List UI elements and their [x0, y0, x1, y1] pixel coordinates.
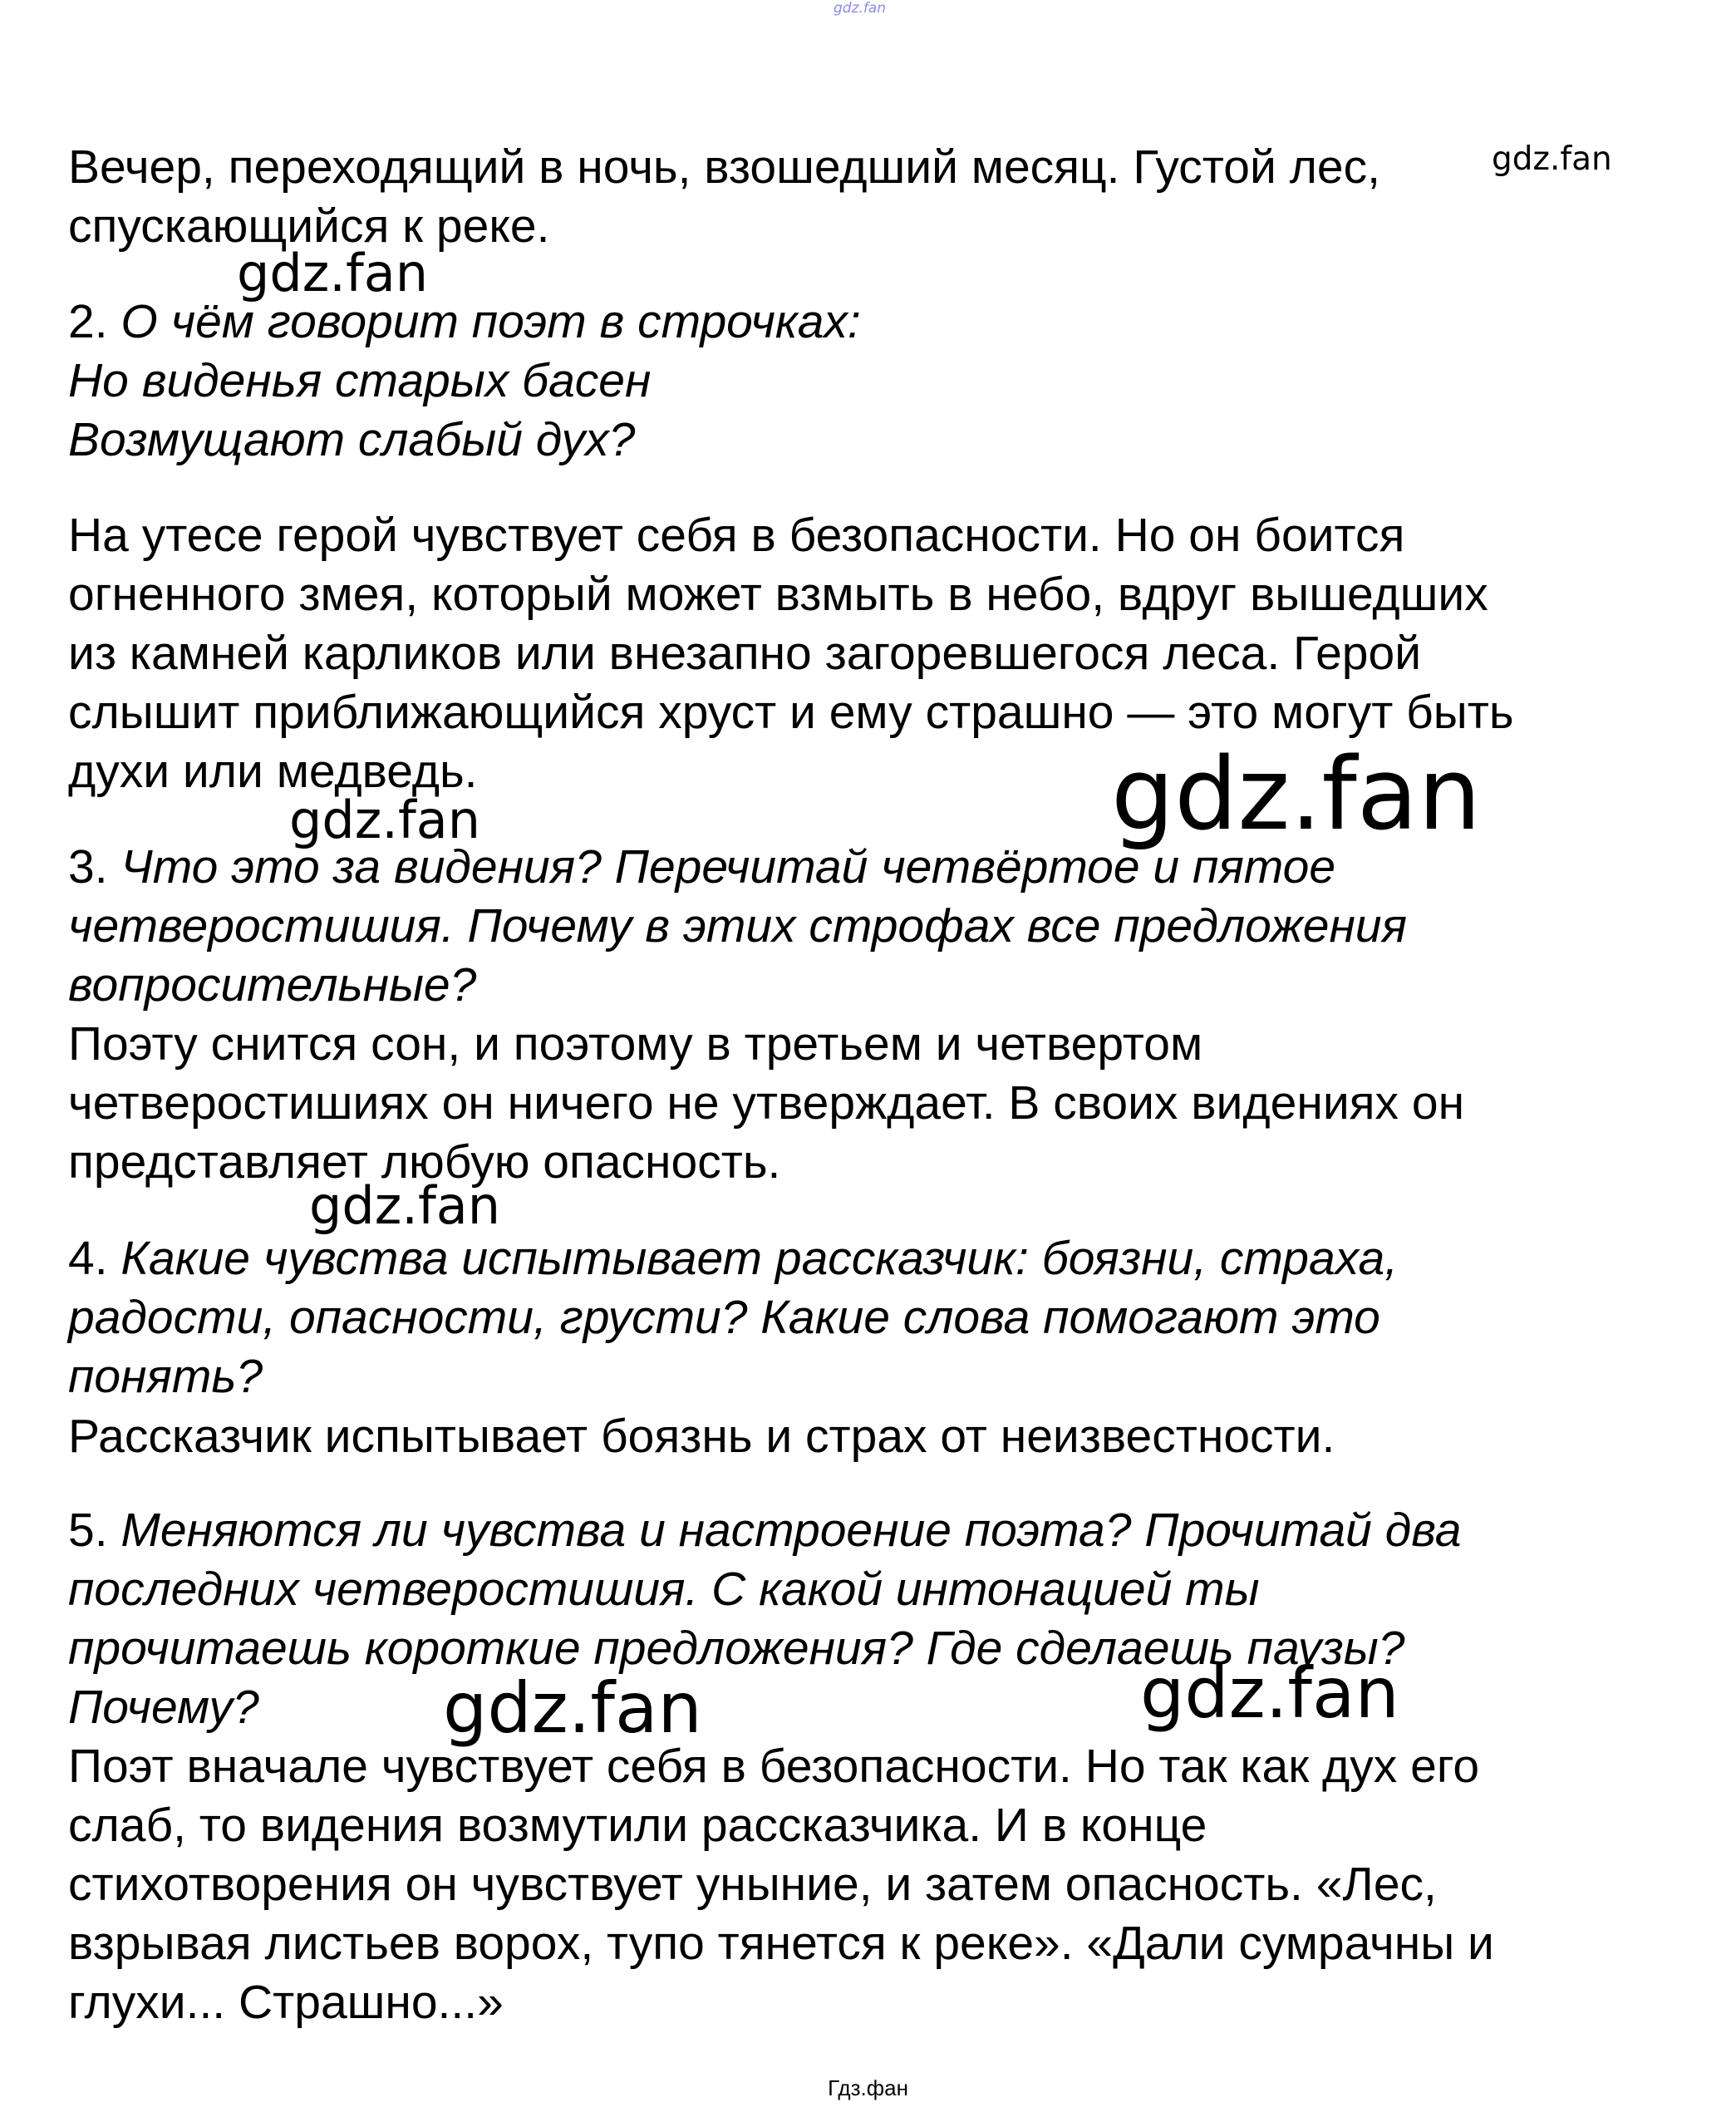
question-4: 4. Какие чувства испытывает рассказчик: боязни, страха, радости, опасности, грусти? Какие слова помогают это понять?: [68, 1232, 1399, 1403]
intro-paragraph: Вечер, переходящий в ночь, взошедший месяц. Густой лес, спускающийся к реке.: [68, 140, 1380, 253]
watermark: gdz.fan: [309, 1175, 501, 1236]
quote-line: Возмущают слабый дух?: [68, 413, 636, 466]
answer-3: Поэту снится сон, и поэтому в третьем и четвертом четверостишиях он ничего не утверждает. В своих видениях он представляет любую опасность.: [68, 1017, 1465, 1189]
watermark: gdz.fan: [443, 1667, 702, 1749]
quote-line: Но виденья старых басен: [68, 354, 652, 407]
question-number: 2.: [68, 295, 108, 348]
answer-4: Рассказчик испытывает боязнь и страх от неизвестности.: [68, 1410, 1335, 1463]
watermark: gdz.fan: [237, 243, 429, 303]
watermark: gdz.fan: [289, 790, 481, 850]
question-number: 4.: [68, 1232, 108, 1285]
question-text: Меняются ли чувства и настроение поэта? Прочитай два: [120, 1504, 1462, 1557]
answer-2: На утесе герой чувствует себя в безопасности. Но он боится огненного змея, который может взмыть в небо, вдруг вышедших из камней карликов или внезапно загоревшегося леса. Герой слышит приближающийся хруст и ему страшно — это могут быть духи или медведь.: [68, 509, 1514, 798]
question-text: Что это за видения? Перечитай четвёртое и пятое: [120, 840, 1336, 894]
watermark: gdz.fan: [1492, 140, 1612, 178]
question-text: О чём говорит поэт в строчках:: [120, 295, 861, 348]
question-2: [68, 293, 1680, 470]
watermark-top: gdz.fan: [834, 0, 887, 17]
page-footer: Гдз.фан: [828, 2075, 908, 2100]
question-number: 5.: [68, 1504, 108, 1557]
watermark: gdz.fan: [1140, 1652, 1399, 1734]
question-number: 3.: [68, 840, 108, 894]
question-text: Какие чувства испытывает рассказчик: боязни, страха,: [120, 1232, 1399, 1285]
question-3: 3. Что это за видения? Перечитай четвёртое и пятое четверостишия. Почему в этих строфах все предложения вопросительные?: [68, 840, 1407, 1012]
answer-5: Поэт вначале чувствует себя в безопасности. Но так как дух его слаб, то видения возмутили рассказчика. И в конце стихотворения он чувствует уныние, и затем опасность. «Лес, взрывая листьев ворох, тупо тянется к реке». «Дали сумрачны и глухи... Страшно...»: [68, 1740, 1494, 2029]
question-5: 5. Меняются ли чувства и настроение поэта? Прочитай два последних четверостишия. С какой интонацией ты прочитаешь короткие предложения? Где сделаешь паузы? Почему?: [68, 1504, 1462, 1734]
watermark-large: gdz.fan: [1111, 737, 1482, 853]
